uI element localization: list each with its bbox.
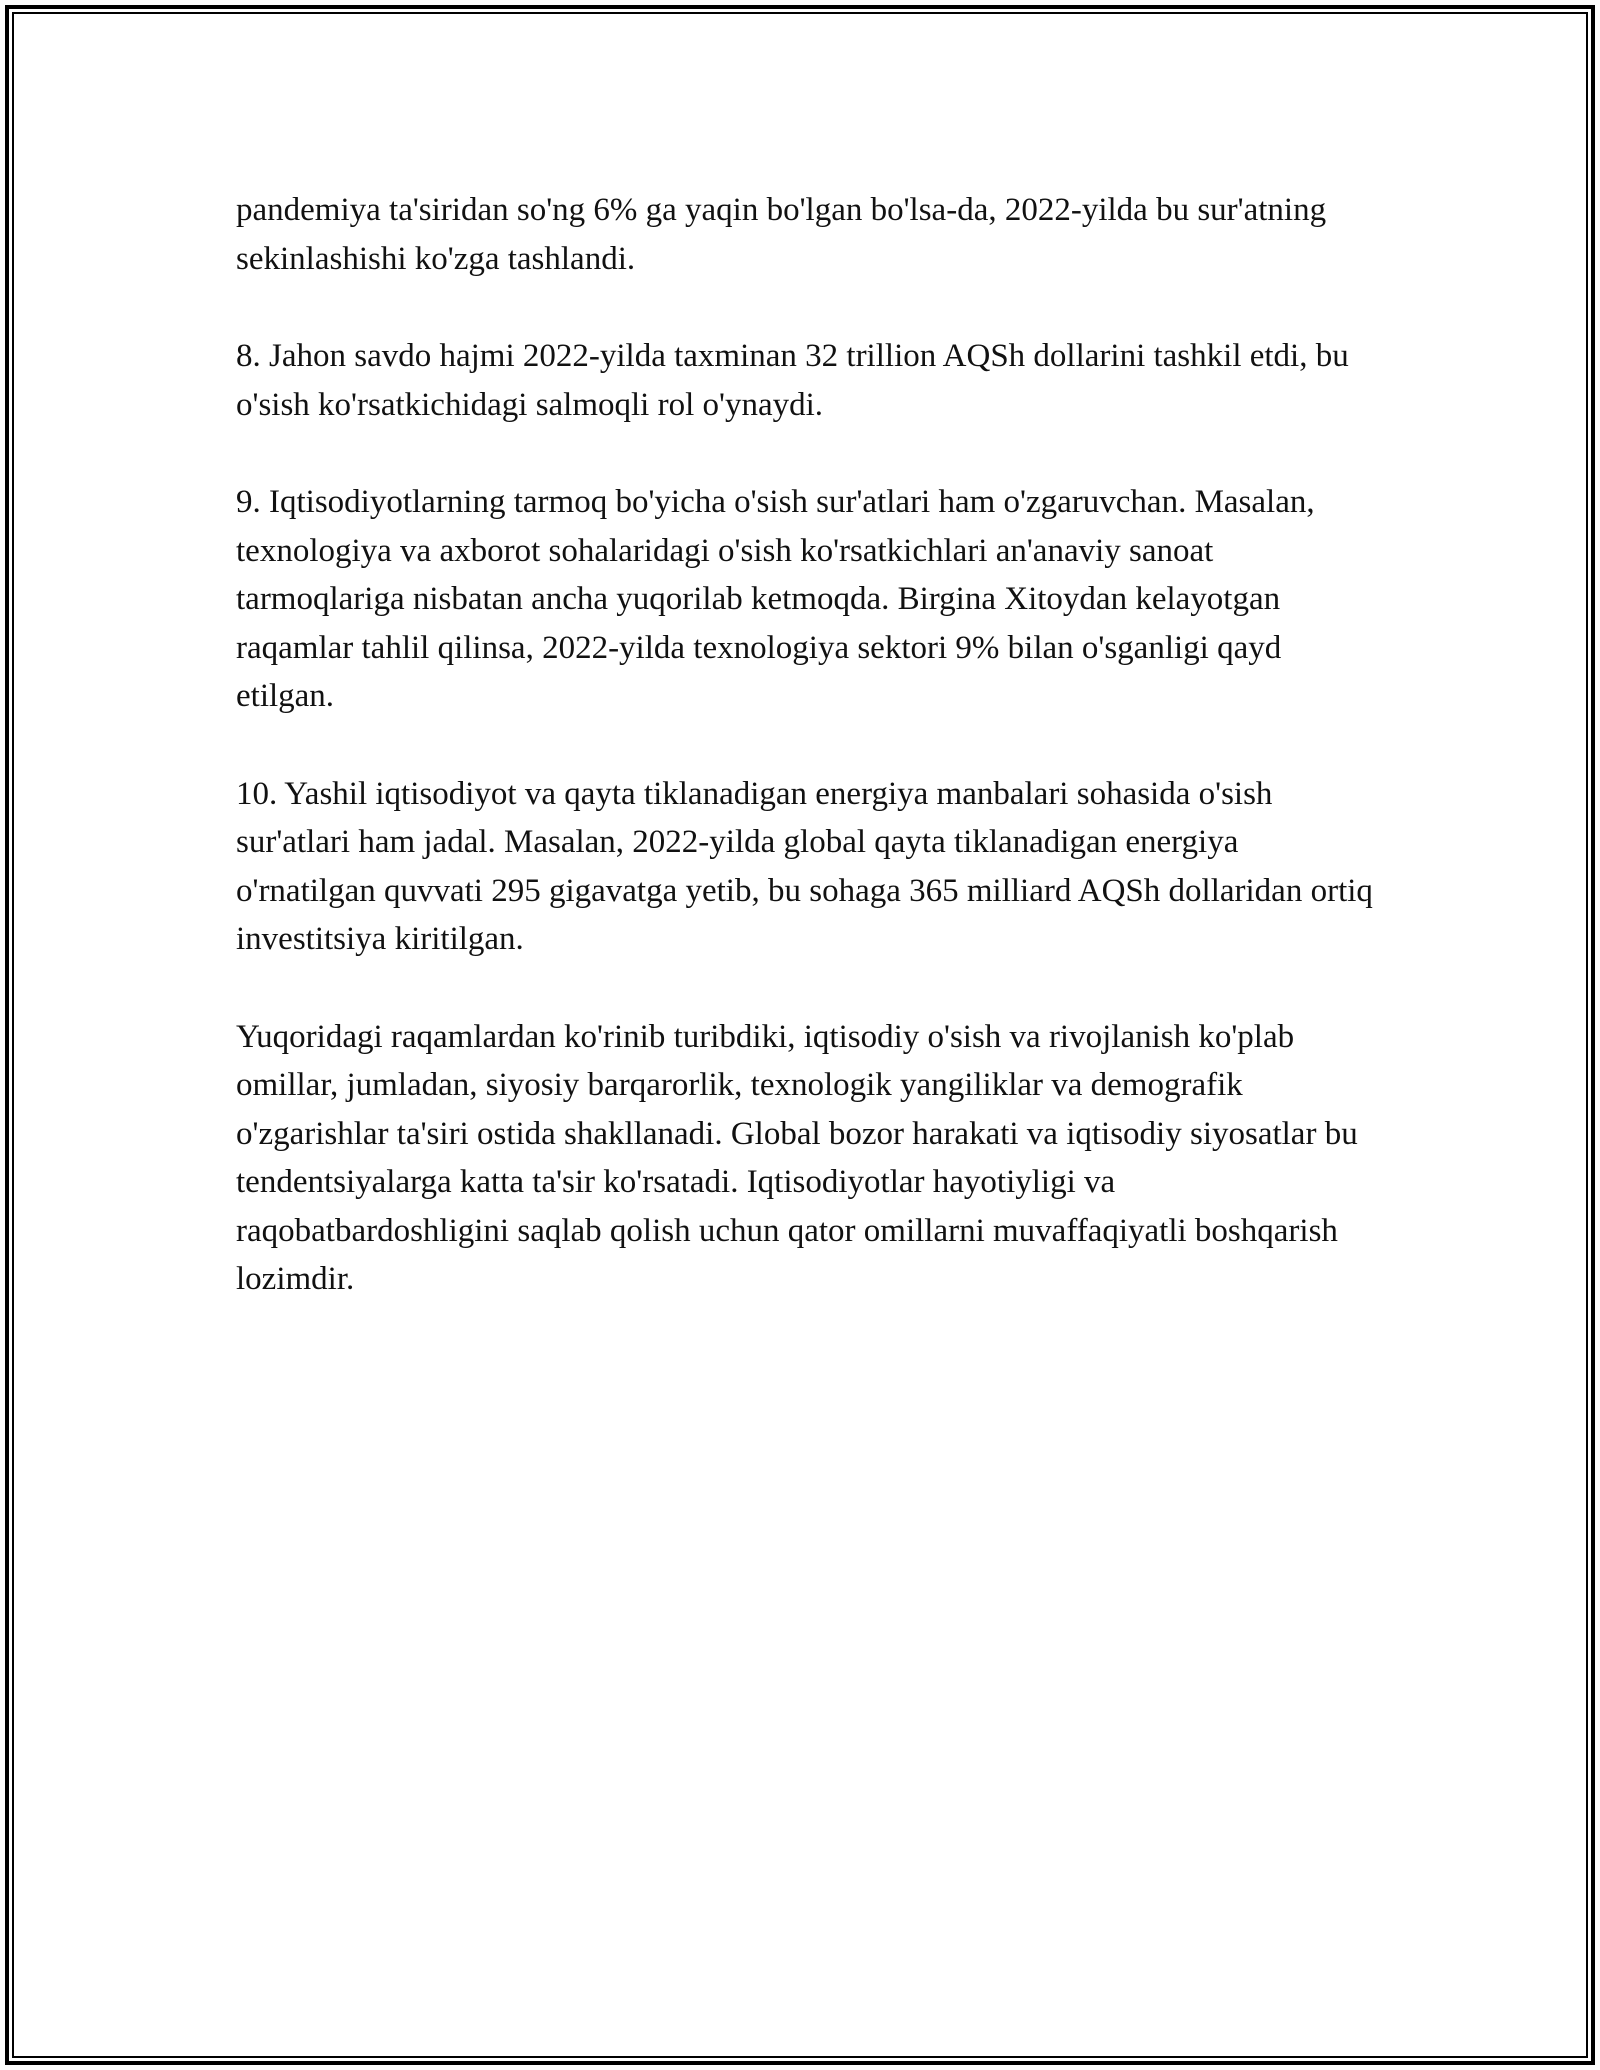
paragraph-conclusion: Yuqoridagi raqamlardan ko'rinib turibdiki, iqtisodiy o'sish va rivojlanish ko'plab omillar, jumladan, siyosiy barqarorlik, texnologik yangiliklar va demografik o'zgarishlar ta'siri ostida shakllanadi. Global bozor harakati va iqtisodiy siyosatlar bu tendentsiyalarga katta ta'sir ko'rsatadi. Iqtisodiyotlar hayotiyligi va raqobatbardoshligini saqlab qolish uchun qator omillarni muvaffaqiyatli boshqarish lozimdir.	[236, 1018, 1358, 1297]
paragraph-item-8: 8. Jahon savdo hajmi 2022-yilda taxminan 32 trillion AQSh dollarini tashkil etdi, bu o'sish ko'rsatkichidagi salmoqli rol o'ynaydi.	[236, 338, 1349, 423]
paragraph-continuation: pandemiya ta'siridan so'ng 6% ga yaqin bo'lgan bo'lsa-da, 2022-yilda bu sur'atning sekinlashishi ko'zga tashlandi.	[236, 192, 1327, 277]
paragraph-item-9: 9. Iqtisodiyotlarning tarmoq bo'yicha o'sish sur'atlari ham o'zgaruvchan. Masalan, texnologiya va axborot sohalaridagi o'sish ko'rsatkichlari an'anaviy sanoat tarmoqlariga nisbatan ancha yuqorilab ketmoqda. Birgina Xitoydan kelayotgan raqamlar tahlil qilinsa, 2022-yilda texnologiya sektori 9% bilan o'sganligi qayd etilgan.	[236, 484, 1315, 714]
document-body	[236, 186, 1376, 1304]
paragraph-item-10: 10. Yashil iqtisodiyot va qayta tiklanadigan energiya manbalari sohasida o'sish sur'atlari ham jadal. Masalan, 2022-yilda global qayta tiklanadigan energiya o'rnatilgan quvvati 295 gigavatga yetib, bu sohaga 365 milliard AQSh dollaridan ortiq investitsiya kiritilgan.	[236, 775, 1373, 957]
